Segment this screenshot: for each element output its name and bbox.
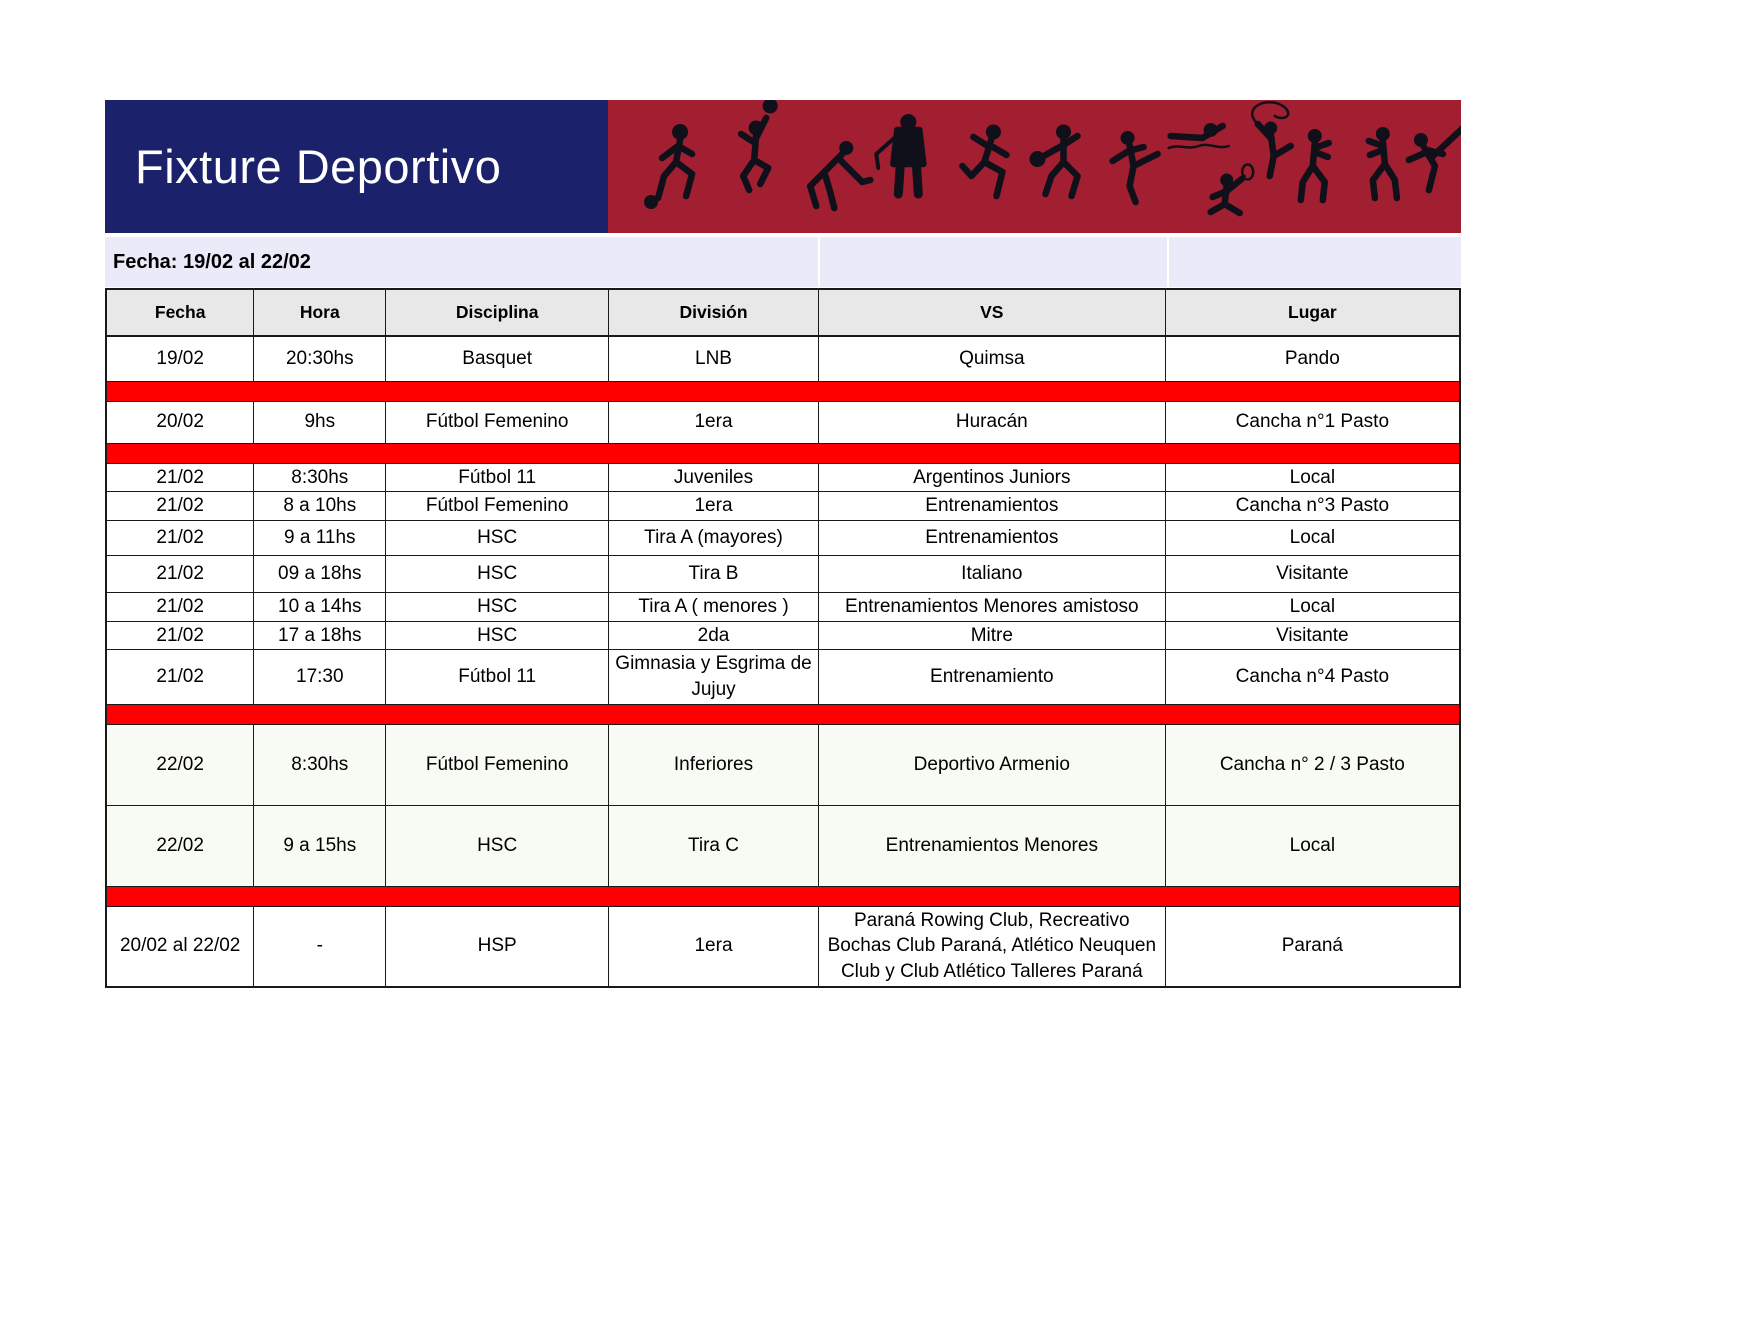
cell-division: 1era [609, 401, 819, 443]
cell-hora: - [254, 906, 386, 986]
boxer-left-icon [1301, 129, 1329, 200]
cell-division: 1era [609, 492, 819, 521]
fixture-row [106, 521, 1460, 556]
cell-hora: 8:30hs [254, 724, 386, 805]
cell-hora: 10 a 14hs [254, 593, 386, 622]
boxer-right-icon [1369, 127, 1397, 198]
cell-lugar: Cancha n° 2 / 3 Pasto [1165, 724, 1460, 805]
skater-icon [1113, 131, 1158, 202]
cell-lugar: Paraná [1165, 906, 1460, 986]
date-range-segment [105, 237, 818, 287]
cell-vs: Entrenamientos Menores [818, 805, 1165, 886]
cell-fecha: 21/02 [106, 621, 254, 650]
cell-fecha: 20/02 [106, 401, 254, 443]
cell-hora: 8 a 10hs [254, 492, 386, 521]
sports-silhouettes [608, 100, 1461, 233]
cell-lugar: Visitante [1165, 621, 1460, 650]
gymnast-ribbon-icon [1252, 102, 1291, 176]
cell-hora: 17 a 18hs [254, 621, 386, 650]
cell-lugar: Local [1165, 805, 1460, 886]
fixture-row [106, 906, 1460, 986]
cell-disciplina: Fútbol Femenino [386, 724, 609, 805]
cell-division: Tira A (mayores) [609, 521, 819, 556]
cell-disciplina: HSC [386, 593, 609, 622]
cell-division: 1era [609, 906, 819, 986]
cell-fecha: 21/02 [106, 650, 254, 704]
soccer-player-icon [644, 124, 692, 209]
cell-lugar: Local [1165, 593, 1460, 622]
banner-title-panel [105, 100, 608, 233]
fixture-row [106, 593, 1460, 622]
cell-fecha: 21/02 [106, 463, 254, 492]
cell-division: LNB [609, 336, 819, 381]
cell-lugar: Local [1165, 521, 1460, 556]
fixture-row [106, 492, 1460, 521]
fixture-row [106, 805, 1460, 886]
col-header-disciplina: Disciplina [386, 289, 609, 336]
cell-fecha: 19/02 [106, 336, 254, 381]
col-header-fecha: Fecha [106, 289, 254, 336]
badminton-player-icon [1211, 164, 1254, 213]
fixture-row [106, 336, 1460, 381]
cell-division: Juveniles [609, 463, 819, 492]
cell-lugar: Pando [1165, 336, 1460, 381]
cell-division: Tira A ( menores ) [609, 593, 819, 622]
date-range-segment [1169, 237, 1461, 287]
cell-lugar: Local [1165, 463, 1460, 492]
separator-row [106, 704, 1460, 724]
cell-lugar: Cancha n°1 Pasto [1165, 401, 1460, 443]
cell-hora: 8:30hs [254, 463, 386, 492]
fixture-row [106, 724, 1460, 805]
cell-fecha: 21/02 [106, 521, 254, 556]
cell-lugar: Cancha n°3 Pasto [1165, 492, 1460, 521]
separator-row [106, 886, 1460, 906]
cell-hora: 20:30hs [254, 336, 386, 381]
cell-vs: Entrenamiento [818, 650, 1165, 704]
fixture-row [106, 621, 1460, 650]
runner-icon [962, 124, 1006, 196]
red-separator-bar [106, 443, 1460, 463]
cell-division: Tira B [609, 556, 819, 593]
red-separator-bar [106, 704, 1460, 724]
cell-disciplina: HSC [386, 621, 609, 650]
cell-fecha: 20/02 al 22/02 [106, 906, 254, 986]
swimmer-icon [1169, 123, 1229, 148]
fixture-table [105, 288, 1461, 988]
cell-disciplina: HSC [386, 521, 609, 556]
cell-disciplina: Fútbol Femenino [386, 492, 609, 521]
cell-division: Inferiores [609, 724, 819, 805]
volleyball-player-icon [741, 100, 778, 190]
cell-disciplina: HSC [386, 805, 609, 886]
cell-fecha: 22/02 [106, 724, 254, 805]
cell-vs: Mitre [818, 621, 1165, 650]
cell-hora: 9hs [254, 401, 386, 443]
cell-disciplina: Fútbol 11 [386, 463, 609, 492]
table-header-row [106, 289, 1460, 336]
fixture-row [106, 556, 1460, 593]
col-header-vs: VS [818, 289, 1165, 336]
cell-disciplina: Basquet [386, 336, 609, 381]
cell-lugar: Visitante [1165, 556, 1460, 593]
cell-vs: Deportivo Armenio [818, 724, 1165, 805]
col-header-hora: Hora [254, 289, 386, 336]
cell-fecha: 21/02 [106, 492, 254, 521]
red-separator-bar [106, 886, 1460, 906]
cell-disciplina: HSP [386, 906, 609, 986]
red-separator-bar [106, 381, 1460, 401]
col-header-division: División [609, 289, 819, 336]
page-title: Fixture Deportivo [135, 140, 502, 193]
cell-vs: Quimsa [818, 336, 1165, 381]
cell-disciplina: Fútbol 11 [386, 650, 609, 704]
cell-vs: Entrenamientos [818, 521, 1165, 556]
cell-disciplina: Fútbol Femenino [386, 401, 609, 443]
cell-lugar: Cancha n°4 Pasto [1165, 650, 1460, 704]
basketball-player-icon [1030, 124, 1078, 196]
separator-row [106, 381, 1460, 401]
taekwondo-kick-icon [1409, 128, 1461, 190]
cell-vs: Italiano [818, 556, 1165, 593]
cell-division: Gimnasia y Esgrima de Jujuy [609, 650, 819, 704]
cell-hora: 09 a 18hs [254, 556, 386, 593]
cell-vs: Entrenamientos Menores amistoso [818, 593, 1165, 622]
fixture-row [106, 401, 1460, 443]
fixture-document [105, 100, 1461, 988]
cell-fecha: 21/02 [106, 556, 254, 593]
fixture-row [106, 650, 1460, 704]
hockey-player-icon [810, 141, 870, 208]
cell-disciplina: HSC [386, 556, 609, 593]
banner-sports-art [608, 100, 1461, 233]
col-header-lugar: Lugar [1165, 289, 1460, 336]
cell-fecha: 22/02 [106, 805, 254, 886]
cell-fecha: 21/02 [106, 593, 254, 622]
cell-hora: 9 a 11hs [254, 521, 386, 556]
separator-row [106, 443, 1460, 463]
cell-vs: Paraná Rowing Club, Recreativo Bochas Club Paraná, Atlético Neuquen Club y Club Atlético Talleres Paraná [818, 906, 1165, 986]
date-range-strip [105, 237, 1461, 287]
cell-vs: Entrenamientos [818, 492, 1165, 521]
cell-hora: 9 a 15hs [254, 805, 386, 886]
cell-vs: Huracán [818, 401, 1165, 443]
cell-vs: Argentinos Juniors [818, 463, 1165, 492]
cell-hora: 17:30 [254, 650, 386, 704]
goalie-icon [876, 114, 923, 194]
banner [105, 100, 1461, 233]
date-range-label: Fecha: 19/02 al 22/02 [113, 250, 311, 273]
cell-division: 2da [609, 621, 819, 650]
cell-division: Tira C [609, 805, 819, 886]
fixture-row [106, 463, 1460, 492]
date-range-segment [820, 237, 1167, 287]
